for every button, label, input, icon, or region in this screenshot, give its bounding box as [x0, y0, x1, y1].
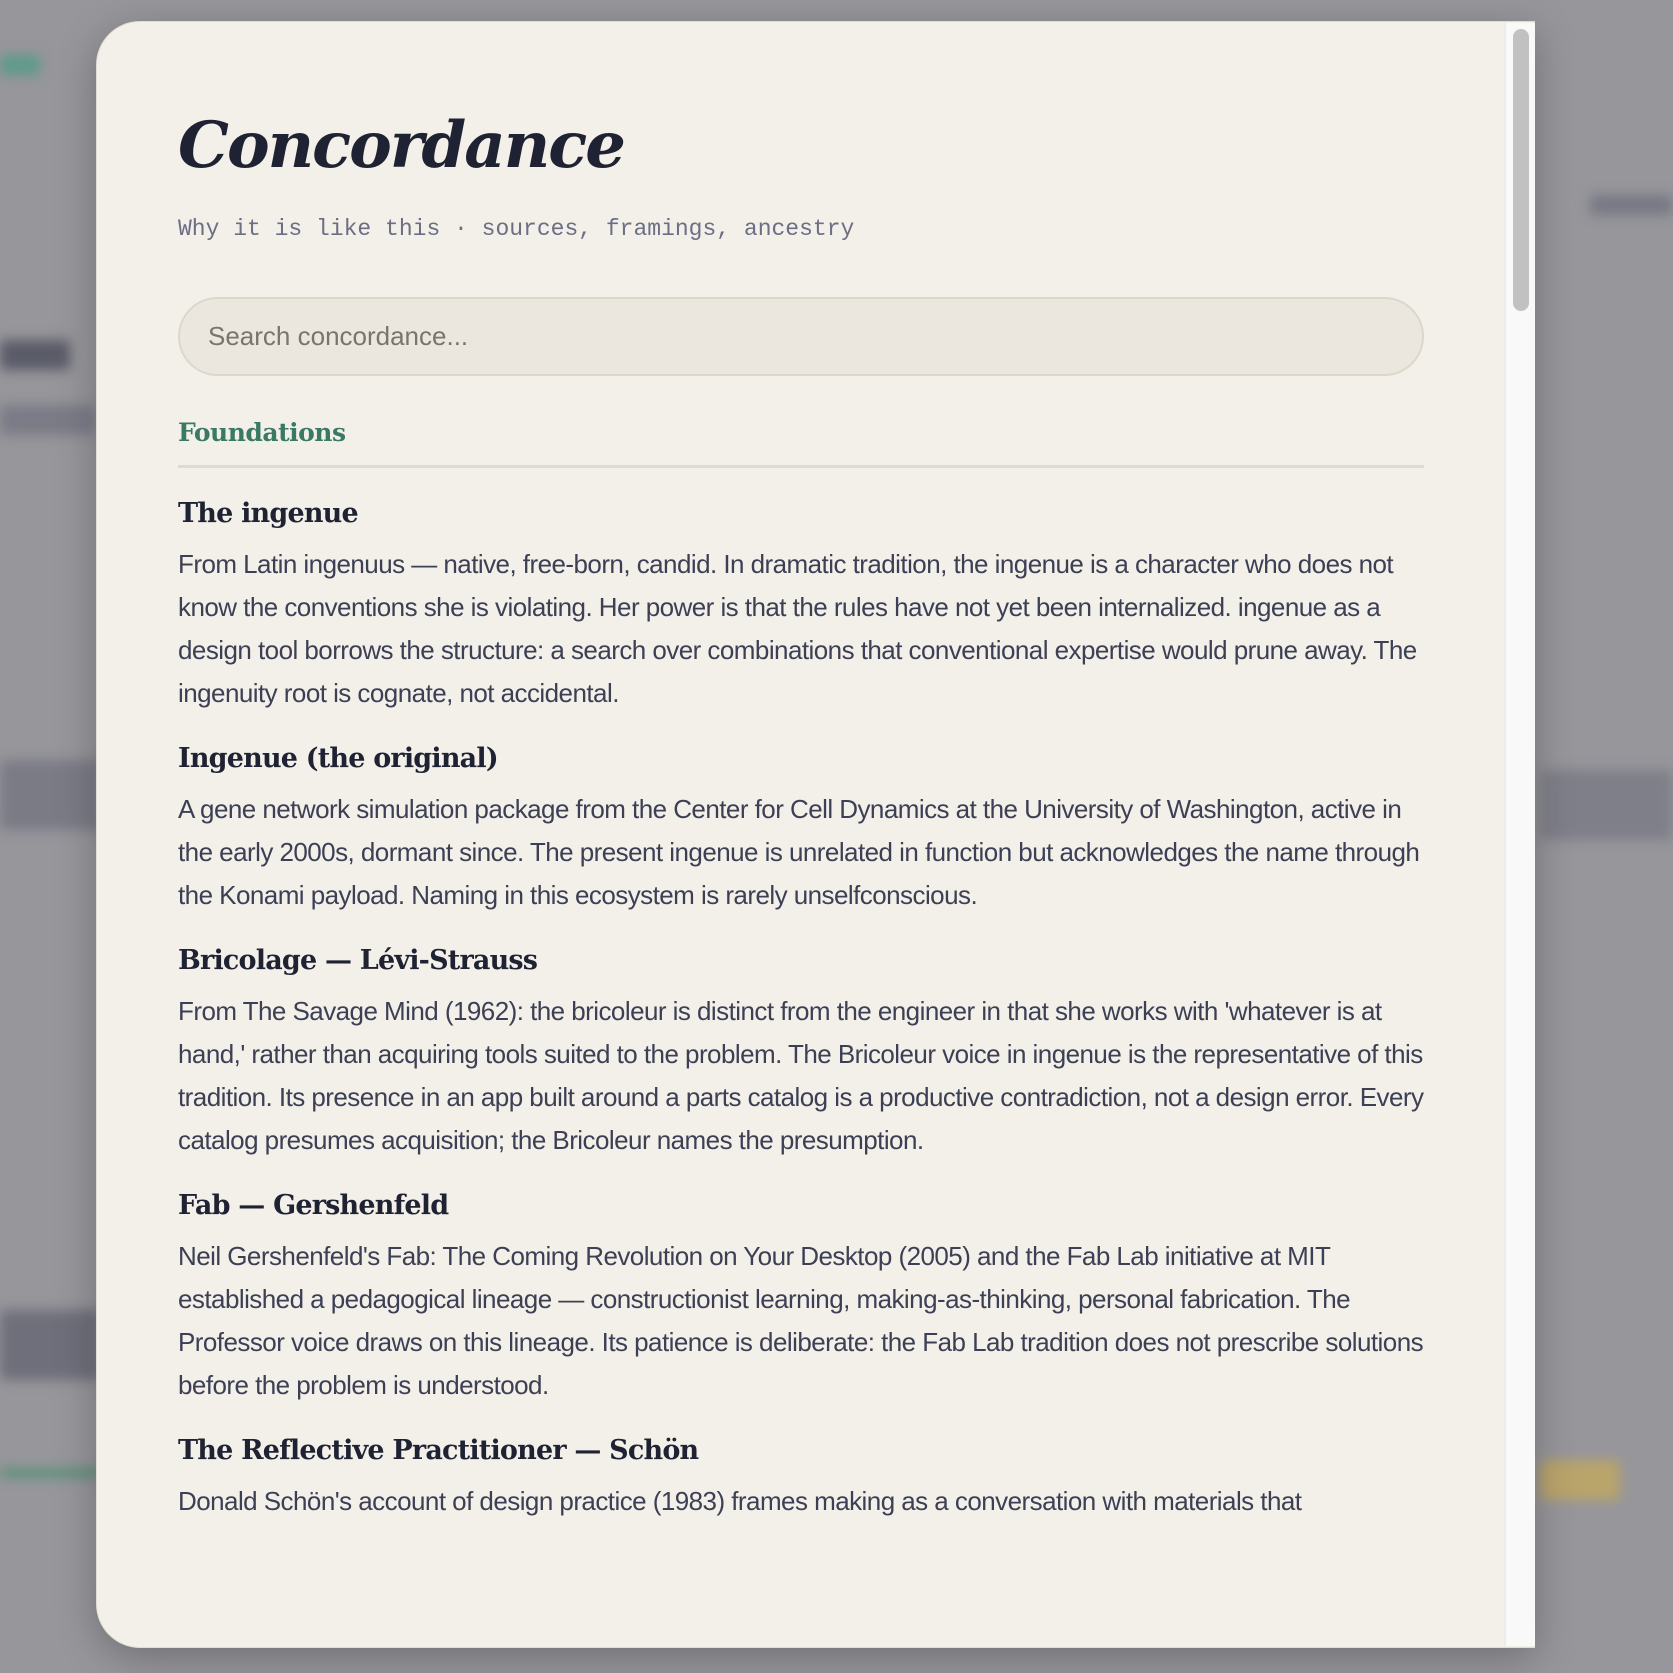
concordance-modal	[96, 21, 1535, 1648]
search-input[interactable]	[178, 297, 1424, 376]
backdrop-shape	[0, 55, 40, 75]
entry	[178, 1190, 1424, 1407]
backdrop-shape	[1590, 195, 1673, 215]
modal-title: Concordance	[178, 108, 624, 183]
entry-title: Ingenue (the original)	[178, 743, 498, 774]
entry-body: Neil Gershenfeld's Fab: The Coming Revolution on Your Desktop (2005) and the Fab Lab initiative at MIT established a pedagogical lineage — constructionist learning, making-as-thinking, personal fabrication. The Professor voice draws on this lineage. Its patience is deliberate: the Fab Lab tradition does not prescribe solutions before the problem is understood.	[178, 1241, 1424, 1400]
entry-body: From Latin ingenuus — native, free-born, candid. In dramatic tradition, the ingenue is a character who does not know the conventions she is violating. Her power is that the rules have not yet been internalized. ingenue as a design tool borrows the structure: a search over combinations that conventional expertise would prune away. The ingenuity root is cognate, not accidental.	[178, 549, 1417, 708]
backdrop-shape	[0, 1310, 100, 1380]
entry-title: Fab — Gershenfeld	[178, 1190, 449, 1221]
backdrop-shape	[0, 760, 100, 830]
entry-title: The ingenue	[178, 498, 358, 529]
entry	[178, 498, 1424, 715]
scrollbar-track[interactable]	[1504, 23, 1535, 1646]
backdrop-shape	[0, 340, 70, 370]
backdrop-shape	[1540, 1460, 1620, 1500]
entry-body: From The Savage Mind (1962): the bricoleur is distinct from the engineer in that she works with 'whatever is at hand,' rather than acquiring tools suited to the problem. The Bricoleur voice in ingenue is the representative of this tradition. Its presence in an app built around a parts catalog is a productive contradiction, not a design error. Every catalog presumes acquisition; the Bricoleur names the presumption.	[178, 996, 1424, 1155]
section-divider	[178, 465, 1424, 468]
backdrop-shape	[0, 1470, 100, 1476]
entry-body: Donald Schön's account of design practice (1983) frames making as a conversation with materials that	[178, 1486, 1302, 1516]
modal-subtitle: Why it is like this · sources, framings, ancestry	[178, 216, 855, 242]
entry	[178, 1435, 1424, 1523]
backdrop-shape	[1540, 770, 1673, 840]
backdrop-shape	[0, 405, 95, 435]
section-foundations	[178, 418, 1424, 1551]
entry-body: A gene network simulation package from the Center for Cell Dynamics at the University of Washington, active in the early 2000s, dormant since. The present ingenue is unrelated in function but acknowledges the name through the Konami payload. Naming in this ecosystem is rarely unselfconscious.	[178, 794, 1420, 910]
entry	[178, 743, 1424, 917]
entry-title: Bricolage — Lévi-Strauss	[178, 945, 538, 976]
entry-title: The Reflective Practitioner — Schön	[178, 1435, 699, 1466]
entry	[178, 945, 1424, 1162]
scrollbar-thumb[interactable]	[1513, 29, 1529, 311]
section-title: Foundations	[178, 418, 346, 447]
